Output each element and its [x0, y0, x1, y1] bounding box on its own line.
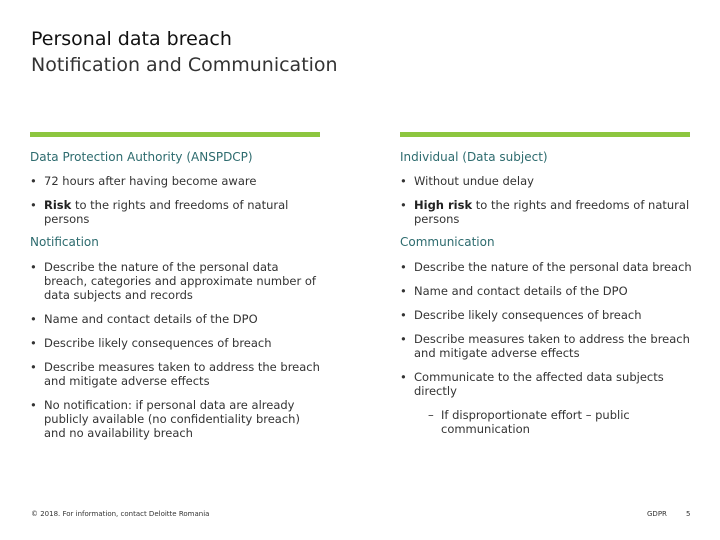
section-heading: Notification [30, 235, 99, 249]
item-bold: High risk [414, 198, 473, 212]
item-text: 72 hours after having become aware [44, 174, 257, 188]
list-item [400, 198, 692, 226]
column-authority [30, 132, 322, 450]
list-item: • Describe measures taken to address the breach and mitigate adverse effects [30, 360, 322, 388]
section-list [30, 260, 322, 440]
column-individual [400, 132, 692, 446]
list-item: • No notification: if personal data are already publicly available (no confidentiality breach) and no availability breach [30, 398, 322, 440]
list-item: • Describe likely consequences of breach [30, 336, 322, 350]
column-heading: Data Protection Authority (ANSPDCP) [30, 150, 253, 164]
top-list [400, 174, 692, 226]
list-item: • Describe likely consequences of breach [400, 308, 692, 322]
page-number: 5 [686, 510, 691, 518]
list-item [30, 198, 322, 226]
item-bold: Risk [44, 198, 72, 212]
item-text: Without undue delay [414, 174, 534, 188]
footer-label: GDPR [647, 510, 667, 518]
item-text: to the rights and freedoms of natural persons [414, 198, 690, 226]
sub-list [400, 408, 692, 436]
top-list [30, 174, 322, 226]
list-item: • Describe measures taken to address the breach and mitigate adverse effects [400, 332, 692, 360]
section-heading: Communication [400, 235, 495, 249]
accent-bar [400, 132, 690, 137]
accent-bar [30, 132, 320, 137]
list-item [400, 174, 692, 188]
item-text: to the rights and freedoms of natural persons [44, 198, 289, 226]
list-item: • Communicate to the affected data subjects directly [400, 370, 692, 398]
list-item: • Describe the nature of the personal data breach, categories and approximate number of data subjects and records [30, 260, 322, 302]
column-heading: Individual (Data subject) [400, 150, 548, 164]
sub-list-item: – If disproportionate effort – public communication [400, 408, 692, 436]
list-item: • Describe the nature of the personal data breach [400, 260, 692, 274]
list-item: • Name and contact details of the DPO [400, 284, 692, 298]
list-item [30, 174, 322, 188]
list-item: • Name and contact details of the DPO [30, 312, 322, 326]
slide-title: Personal data breach [31, 28, 232, 50]
slide-subtitle: Notification and Communication [31, 54, 338, 76]
section-list [400, 260, 692, 398]
footer-copyright: © 2018. For information, contact Deloitte Romania [31, 510, 210, 518]
